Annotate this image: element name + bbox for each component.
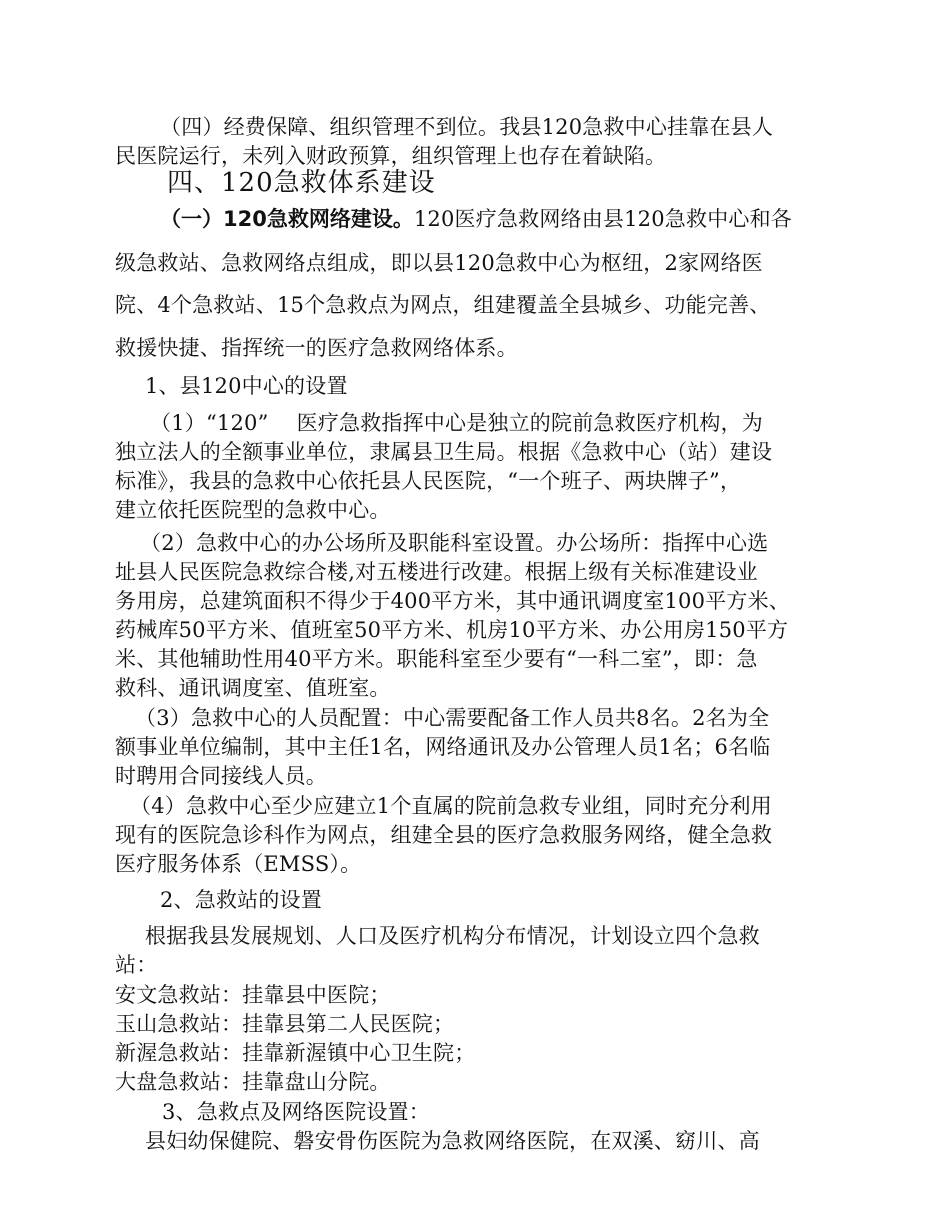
subsection-3-line-1: 县妇幼保健院、磐安骨伤医院为急救网络医院，在双溪、窈川、高 <box>145 1129 760 1153</box>
para1-line-2: 独立法人的全额事业单位，隶属县卫生局。根据《急救中心（站）建设 <box>115 440 773 464</box>
para2-line-5: 米、其他辅助性用40平方米。职能科室至少要有“一科二室”，即：急 <box>115 647 758 671</box>
network-line-2: 级急救站、急救网络点组成，即以县120急救中心为枢纽，2家网络医 <box>115 251 763 275</box>
stations-intro-line-2: 站： <box>115 953 158 977</box>
station-item: 安文急救站：挂靠县中医院； <box>115 983 391 1007</box>
para2-line-6: 救科、通讯调度室、值班室。 <box>115 676 391 700</box>
para4-line-3: 医疗服务体系（EMSS）。 <box>115 852 362 876</box>
subsection-2-title: 2、急救站的设置 <box>160 888 322 912</box>
station-item: 玉山急救站：挂靠县第二人民医院； <box>115 1012 455 1036</box>
subsection-1-title: 1、县120中心的设置 <box>145 374 348 398</box>
station-item: 新渥急救站：挂靠新渥镇中心卫生院； <box>115 1041 476 1065</box>
network-line-4: 救援快捷、指挥统一的医疗急救网络体系。 <box>115 336 518 360</box>
network-line-1-rest: 120医疗急救网络由县120急救中心和各 <box>413 207 793 231</box>
para1-line-1: （1）“120” 医疗急救指挥中心是独立的院前急救医疗机构，为 <box>150 411 763 435</box>
para4-line-2: 现有的医院急诊科作为网点，组建全县的医疗急救服务网络，健全急救 <box>115 823 773 847</box>
para2-line-4: 药械库50平方米、值班室50平方米、机房10平方米、办公用房150平方 <box>115 618 789 642</box>
station-item: 大盘急救站：挂靠盘山分院。 <box>115 1070 391 1094</box>
para2-line-1: （2）急救中心的办公场所及职能科室设置。办公场所：指挥中心选 <box>140 531 769 555</box>
para1-line-3: 标准》，我县的急救中心依托县人民医院，“一个班子、两块牌子”， <box>115 469 742 493</box>
network-lead: （一）120急救网络建设。 <box>160 207 414 231</box>
para1-line-4: 建立依托医院型的急救中心。 <box>115 498 391 522</box>
subsection-3-title: 3、急救点及网络医院设置： <box>162 1100 430 1124</box>
para3-line-3: 时聘用合同接线人员。 <box>115 764 327 788</box>
para2-line-3: 务用房，总建筑面积不得少于400平方米，其中通讯调度室100平方米、 <box>115 589 790 613</box>
stations-intro-line-1: 根据我县发展规划、人口及医疗机构分布情况，计划设立四个急救 <box>145 924 760 948</box>
para3-line-1: （3）急救中心的人员配置：中心需要配备工作人员共8名。2名为全 <box>135 706 770 730</box>
section4-line-2: 民医院运行，未列入财政预算，组织管理上也存在着缺陷。 <box>115 144 667 168</box>
para4-line-1: （4）急救中心至少应建立1个直属的院前急救专业组，同时充分利用 <box>130 794 772 818</box>
para2-line-2: 址县人民医院急救综合楼,对五楼进行改建。根据上级有关标准建设业 <box>115 560 758 584</box>
network-line-3: 院、4个急救站、15个急救点为网点，组建覆盖全县城乡、功能完善、 <box>115 293 771 317</box>
section-heading: 四、120急救体系建设 <box>167 168 436 198</box>
section4-line-1: （四）经费保障、组织管理不到位。我县120急救中心挂靠在县人 <box>160 115 774 139</box>
network-line-1 <box>160 204 792 234</box>
para3-line-2: 额事业单位编制，其中主任1名，网络通讯及办公管理人员1名；6名临 <box>115 735 771 759</box>
